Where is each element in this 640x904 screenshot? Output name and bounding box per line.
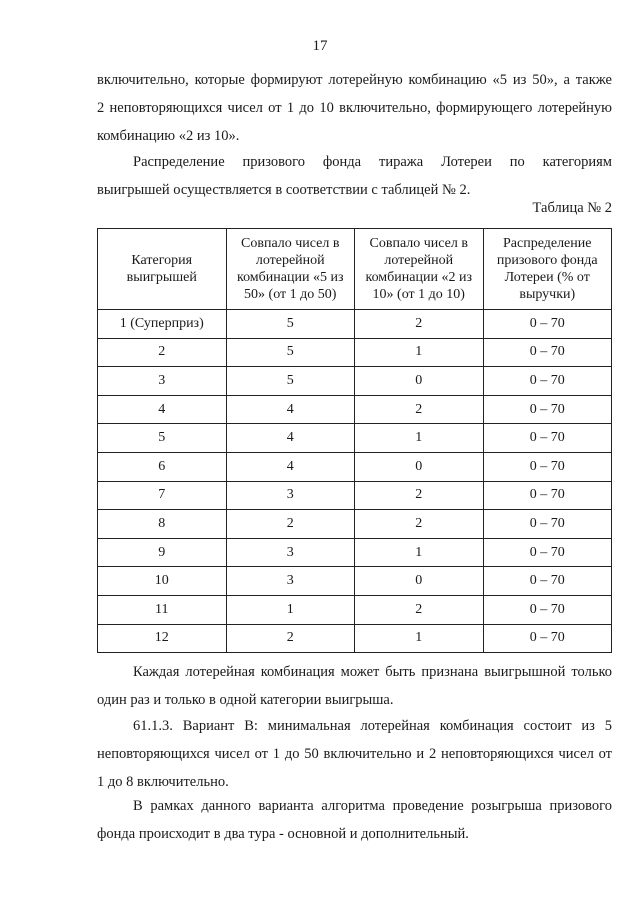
cell-matches-main: 5	[226, 310, 355, 339]
cell-category: 6	[98, 452, 227, 481]
cell-matches-main: 1	[226, 595, 355, 624]
table-row	[98, 338, 612, 367]
cell-matches-main: 3	[226, 538, 355, 567]
cell-category: 11	[98, 595, 227, 624]
text-line: Распределение призового фонда тиража Лотереи по категориям	[133, 154, 612, 170]
header-matches-5-of-50: Совпало чисел в лотерейной комбинации «5 из 50» (от 1 до 50)	[226, 229, 355, 310]
cell-matches-extra: 2	[355, 310, 484, 339]
intro-paragraph	[97, 66, 612, 150]
note-paragraph	[97, 658, 612, 714]
cell-matches-extra: 2	[355, 510, 484, 539]
header-prize-distribution: Распределение призового фонда Лотереи (% от выручки)	[483, 229, 612, 310]
cell-matches-main: 5	[226, 367, 355, 396]
cell-matches-main: 3	[226, 481, 355, 510]
cell-matches-extra: 1	[355, 424, 484, 453]
cell-category: 1 (Суперприз)	[98, 310, 227, 339]
cell-distribution: 0 – 70	[483, 510, 612, 539]
cell-distribution: 0 – 70	[483, 595, 612, 624]
table-row	[98, 567, 612, 596]
cell-category: 12	[98, 624, 227, 653]
cell-category: 2	[98, 338, 227, 367]
cell-distribution: 0 – 70	[483, 367, 612, 396]
cell-matches-main: 5	[226, 338, 355, 367]
cell-distribution: 0 – 70	[483, 395, 612, 424]
header-category: Категория выигрышей	[98, 229, 227, 310]
cell-distribution: 0 – 70	[483, 624, 612, 653]
table-row	[98, 367, 612, 396]
cell-matches-extra: 1	[355, 538, 484, 567]
cell-distribution: 0 – 70	[483, 424, 612, 453]
text-line: 2 неповторяющихся чисел от 1 до 10 включительно, формирующего лотерейную	[97, 100, 612, 116]
table-row	[98, 424, 612, 453]
text-line: Каждая лотерейная комбинация может быть признана выигрышной только	[133, 664, 612, 680]
cell-matches-extra: 0	[355, 367, 484, 396]
table-caption: Таблица № 2	[532, 200, 612, 216]
text-line: фонда происходит в два тура - основной и дополнительный.	[97, 826, 469, 842]
table-row	[98, 538, 612, 567]
text-line: 1 до 8 включительно.	[97, 774, 229, 790]
cell-matches-extra: 2	[355, 595, 484, 624]
text-line: неповторяющихся чисел от 1 до 50 включительно и 2 неповторяющихся чисел от	[97, 746, 612, 762]
text-line: В рамках данного варианта алгоритма проведение розыгрыша призового	[133, 798, 612, 814]
table-row	[98, 624, 612, 653]
cell-category: 8	[98, 510, 227, 539]
text-line: комбинацию «2 из 10».	[97, 128, 240, 144]
cell-distribution: 0 – 70	[483, 452, 612, 481]
cell-matches-main: 2	[226, 510, 355, 539]
cell-distribution: 0 – 70	[483, 481, 612, 510]
cell-matches-extra: 0	[355, 567, 484, 596]
table-row	[98, 310, 612, 339]
table-row	[98, 395, 612, 424]
cell-matches-extra: 0	[355, 452, 484, 481]
text-line: один раз и только в одной категории выигрыша.	[97, 692, 394, 708]
draw-paragraph	[97, 792, 612, 848]
table-header-row	[98, 229, 612, 310]
variant-paragraph	[97, 712, 612, 796]
cell-category: 4	[98, 395, 227, 424]
prize-distribution-table	[97, 228, 612, 653]
cell-matches-extra: 2	[355, 395, 484, 424]
cell-distribution: 0 – 70	[483, 567, 612, 596]
cell-matches-extra: 1	[355, 624, 484, 653]
cell-category: 5	[98, 424, 227, 453]
text-line: включительно, которые формируют лотерейную комбинацию «5 из 50», а также	[97, 72, 612, 88]
cell-category: 9	[98, 538, 227, 567]
cell-matches-main: 4	[226, 452, 355, 481]
header-matches-2-of-10: Совпало чисел в лотерейной комбинации «2 из 10» (от 1 до 10)	[355, 229, 484, 310]
table-row	[98, 510, 612, 539]
cell-category: 3	[98, 367, 227, 396]
cell-distribution: 0 – 70	[483, 338, 612, 367]
cell-matches-main: 4	[226, 424, 355, 453]
cell-matches-extra: 1	[355, 338, 484, 367]
text-line: выигрышей осуществляется в соответствии с таблицей № 2.	[97, 182, 471, 198]
page-number: 17	[312, 38, 328, 54]
text-line: 61.1.3. Вариант В: минимальная лотерейная комбинация состоит из 5	[133, 718, 612, 734]
table-row	[98, 481, 612, 510]
cell-matches-main: 4	[226, 395, 355, 424]
cell-matches-extra: 2	[355, 481, 484, 510]
cell-category: 7	[98, 481, 227, 510]
cell-matches-main: 2	[226, 624, 355, 653]
cell-matches-main: 3	[226, 567, 355, 596]
cell-category: 10	[98, 567, 227, 596]
distribution-paragraph	[97, 148, 612, 204]
table-row	[98, 595, 612, 624]
cell-distribution: 0 – 70	[483, 538, 612, 567]
table-row	[98, 452, 612, 481]
cell-distribution: 0 – 70	[483, 310, 612, 339]
